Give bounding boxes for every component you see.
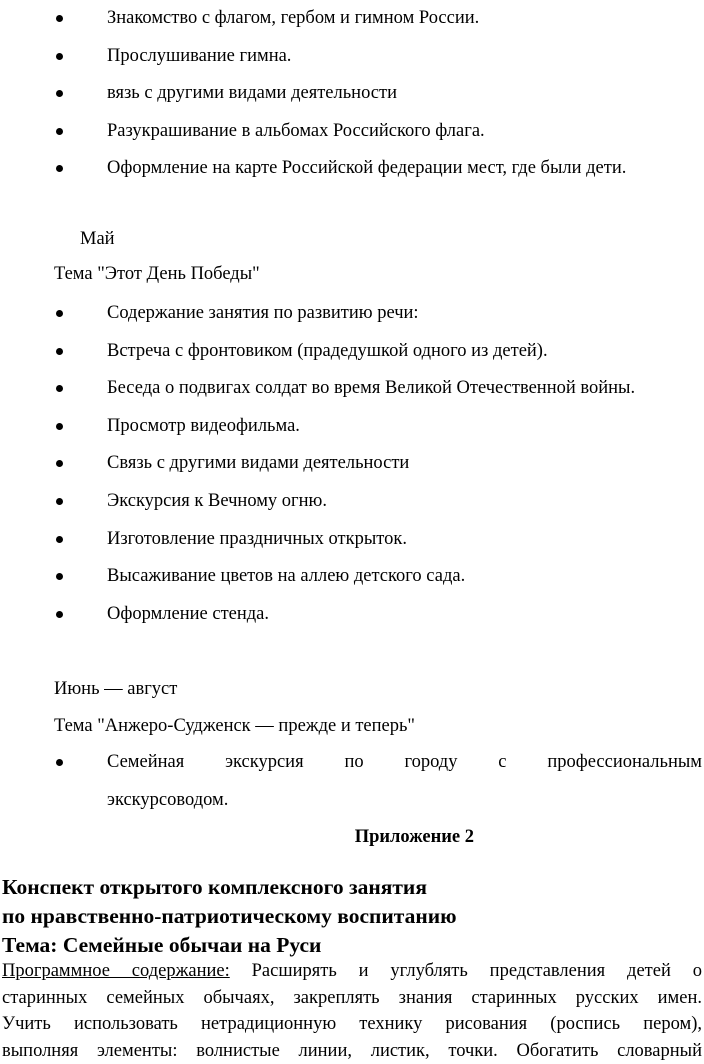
list-item: Просмотр видеофильма. xyxy=(0,408,704,446)
heading-line: Тема: Семейные обычаи на Руси xyxy=(2,931,457,960)
list-item: Изготовление праздничных открыток. xyxy=(0,521,704,559)
list-item: Оформление стенда. xyxy=(0,596,704,634)
may-title: Май xyxy=(80,224,115,254)
bullet-icon xyxy=(56,611,63,618)
summer-title: Июнь — август xyxy=(54,674,177,704)
bullet-icon xyxy=(56,310,63,317)
list-item: Содержание занятия по развитию речи: xyxy=(0,295,704,333)
bullet-icon xyxy=(56,15,63,22)
bullet-icon xyxy=(56,128,63,135)
heading-line: Конспект открытого комплексного занятия xyxy=(2,873,457,902)
list-item: вязь с другими видами деятельности xyxy=(0,75,704,113)
list-item: Встреча с фронтовиком (прадедушкой одного из детей). xyxy=(0,333,704,371)
program-line: выполняя элементы: волнистые линии, листик, точки. Обогатить словарный xyxy=(2,1038,702,1064)
list-item: Знакомство с флагом, гербом и гимном России. xyxy=(0,0,704,38)
bullet-icon xyxy=(56,423,63,430)
list-item: Беседа о подвигах солдат во время Великой Отечественной войны. xyxy=(0,370,704,408)
march-activity-list xyxy=(0,0,704,188)
bullet-icon xyxy=(56,498,63,505)
program-line: Учить использовать нетрадиционную технику рисования (роспись пером), xyxy=(2,1011,702,1038)
bullet-icon xyxy=(56,759,63,766)
summer-theme: Тема "Анжеро-Судженск — прежде и теперь" xyxy=(54,711,415,741)
lesson-heading xyxy=(2,873,457,960)
list-item: Связь с другими видами деятельности xyxy=(0,445,704,483)
list-item: Семейная экскурсия по городу с профессиональным экскурсоводом. xyxy=(0,744,704,820)
may-theme: Тема "Этот День Победы" xyxy=(54,259,260,289)
bullet-icon xyxy=(56,90,63,97)
list-item: Оформление на карте Российской федерации мест, где были дети. xyxy=(0,150,704,188)
list-item: Экскурсия к Вечному огню. xyxy=(0,483,704,521)
bullet-icon xyxy=(56,348,63,355)
may-activity-list xyxy=(0,295,704,633)
program-content xyxy=(2,958,702,1064)
appendix-label: Приложение 2 xyxy=(355,822,474,852)
bullet-icon xyxy=(56,536,63,543)
summer-activity-list xyxy=(0,744,704,820)
bullet-icon xyxy=(56,385,63,392)
program-label: Программное содержание: xyxy=(2,961,230,981)
list-item: Разукрашивание в альбомах Российского флага. xyxy=(0,113,704,151)
bullet-icon xyxy=(56,165,63,172)
list-item: Высаживание цветов на аллею детского сада. xyxy=(0,558,704,596)
program-line: старинных семейных обычаях, закреплять знания старинных русских имен. xyxy=(2,985,702,1012)
bullet-icon xyxy=(56,460,63,467)
bullet-icon xyxy=(56,53,63,60)
bullet-icon xyxy=(56,573,63,580)
heading-line: по нравственно-патриотическому воспитанию xyxy=(2,902,457,931)
program-line: Программное содержание: Расширять и углублять представления детей о xyxy=(2,958,702,985)
list-item: Прослушивание гимна. xyxy=(0,38,704,76)
